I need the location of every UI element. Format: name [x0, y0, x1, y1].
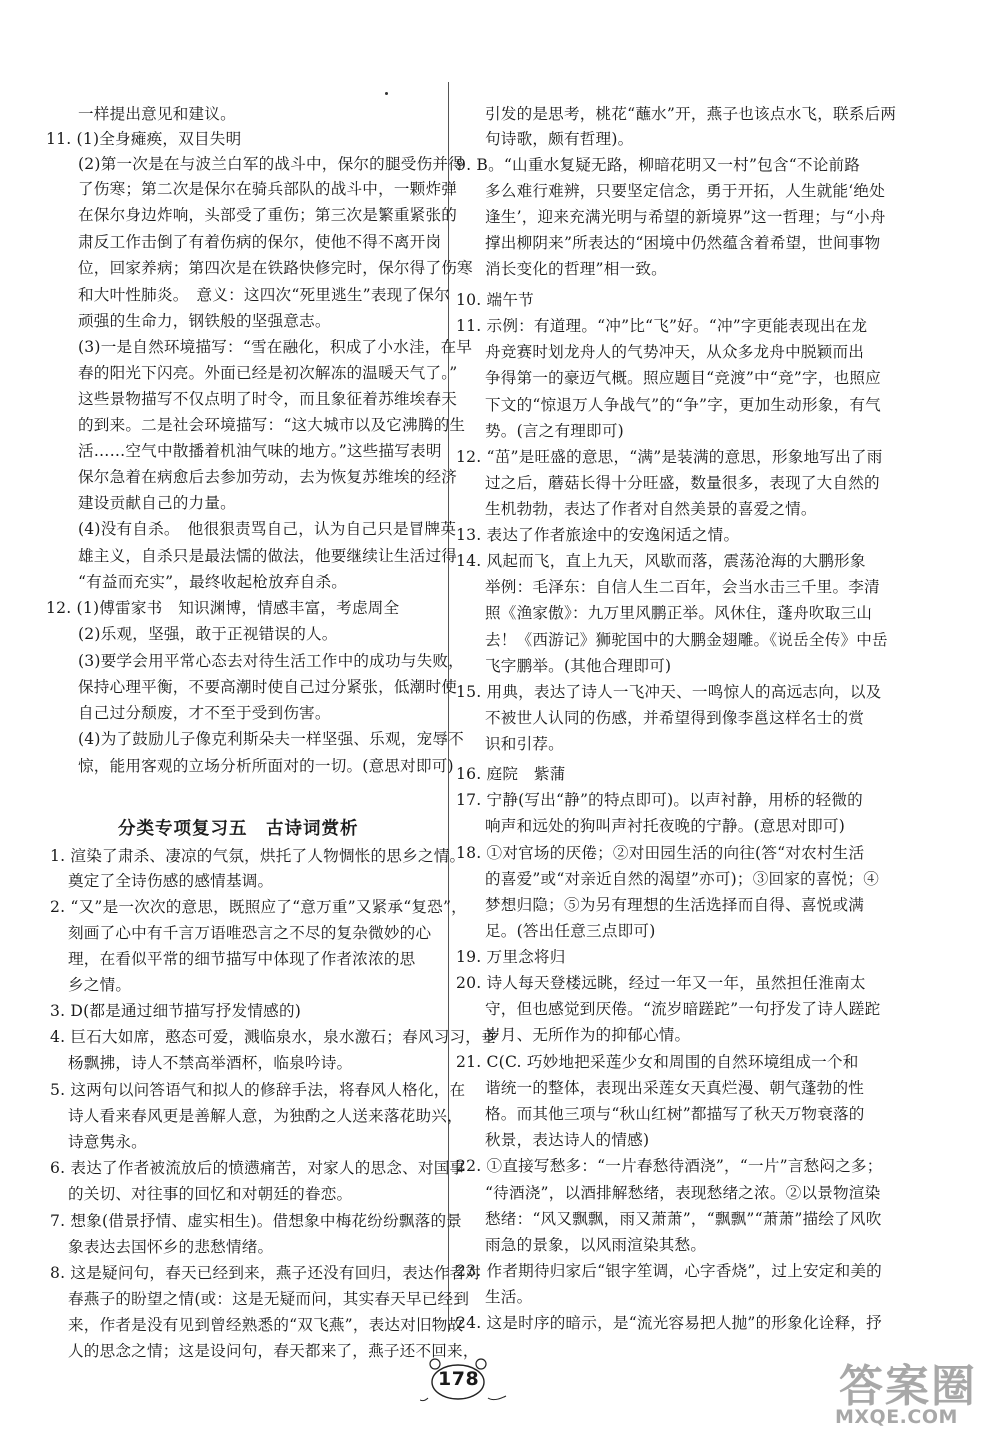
text-line: 在保尔身边炸响，头部受了重伤；第三次是繁重紧张的: [78, 206, 458, 224]
text-line: 活……空气中散播着机油气味的地方。”这些描写表明: [78, 442, 442, 460]
text-line: “有益而充实”，最终收起枪放弃自杀。: [78, 573, 348, 591]
text-line: 的到来。二是社会环境描写：“这大城市以及它沸腾的生: [78, 416, 466, 434]
text-line: 肃反工作击倒了有着伤病的保尔，使他不得不离开岗: [78, 233, 442, 251]
text-line: 5. 这两句以问答语气和拟人的修辞手法，将春风人格化，在: [50, 1081, 466, 1099]
page-number: 178: [438, 1368, 480, 1390]
text-line: 逢生’，迎来充满光明与希望的新境界”这一哲理；与“小舟: [485, 208, 886, 226]
text-line: 过之后，蘑菇长得十分旺盛，数量很多，表现了大自然的: [485, 474, 880, 492]
text-line: 句诗歌，颇有哲理)。: [485, 130, 634, 148]
text-line: 响声和远处的狗叫声衬托夜晚的宁静。(意思对即可): [485, 817, 846, 835]
text-line: 愁绪：“风又飘飘，雨又萧萧”，“飘飘”“萧萧”描绘了风吹: [485, 1210, 882, 1228]
text-line: 生机勃勃，表达了作者对自然美景的喜爱之情。: [485, 500, 817, 518]
text-line: 12. (1)傅雷家书 知识渊博，情感丰富，考虑周全: [46, 599, 400, 617]
text-line: 24. 这是时序的暗示，是“流光容易把人抛”的形象化诠释，抒: [456, 1314, 882, 1332]
text-line: 和大叶性肺炎。 意义：这四次“死里逃生”表现了保尔: [78, 286, 450, 304]
text-line: 守，但也感觉到厌倦。“流岁暗蹉跎”一句抒发了诗人蹉跎: [485, 1000, 881, 1018]
text-line: 奠定了全诗伤感的感情基调。: [68, 872, 274, 890]
text-line: 21. C(C. 巧妙地把采莲少女和周围的自然环境组成一个和: [456, 1053, 859, 1071]
text-line: 自己过分颓废，才不至于受到伤害。: [78, 704, 331, 722]
text-line: 飞字鹏举。(其他合理即可): [485, 657, 672, 675]
section-title: 分类专项复习五 古诗词赏析: [118, 819, 359, 839]
text-line: 7. 想象(借景抒情、虚实相生)。借想象中梅花纷纷飘落的景: [50, 1212, 463, 1230]
text-line: 保尔急着在病愈后去参加劳动，去为恢复苏维埃的经济: [78, 468, 458, 486]
text-line: 争得第一的豪迈气概。照应题目“竞渡”中“竞”字，也照应: [485, 369, 881, 387]
text-line: 多么难行难辨，只要坚定信念，勇于开拓，人生就能‘绝处: [485, 182, 886, 200]
text-line: 6. 表达了作者被流放后的愤懑痛苦，对家人的思念、对国事: [50, 1159, 466, 1177]
text-line: 岁月、无所作为的抑郁心情。: [485, 1026, 691, 1044]
text-line: 照《渔家傲》：九万里风鹏正举。风休住，蓬舟吹取三山: [485, 604, 873, 622]
text-line: 13. 表达了作者旅途中的安逸闲适之情。: [456, 526, 740, 544]
text-line: 引发的是思考，桃花“蘸水”开，燕子也该点水飞，联系后两: [485, 105, 897, 123]
text-line: 雨急的景象，以风雨渲染其愁。: [485, 1236, 707, 1254]
text-line: 舟竞赛时划龙舟人的气势冲天，从众多龙舟中脱颖而出: [485, 343, 865, 361]
text-line: 谐统一的整体，表现出采莲女天真烂漫、朝气蓬勃的性: [485, 1079, 865, 1097]
text-line: 11. 示例：有道理。“冲”比“飞”好。“冲”字更能表现出在龙: [456, 317, 868, 335]
text-line: 一样提出意见和建议。: [78, 105, 236, 123]
text-line: 这些景物描写不仅点明了时令，而且象征着苏维埃春天: [78, 390, 458, 408]
text-line: 梦想归隐；⑤为另有理想的生活选择而自得、喜悦或满: [485, 896, 865, 914]
text-line: 20. 诗人每天登楼远眺，经过一年又一年，虽然担任淮南太: [456, 974, 866, 992]
text-line: 春的阳光下闪亮。外面已经是初次解冻的温暖天气了。”: [78, 364, 458, 382]
text-line: 12. “茁”是旺盛的意思，“满”是装满的意思，形象地写出了雨: [456, 448, 883, 466]
text-line: 人的思念之情；这是设问句，春天都来了，燕子还不回来，: [68, 1342, 479, 1360]
text-line: 诗人看来春风更是善解人意，为独酌之人送来落花助兴，: [68, 1107, 463, 1125]
text-line: 乡之情。: [68, 976, 132, 994]
text-line: 19. 万里念将归: [456, 948, 566, 966]
text-line: (3)要学会用平常心态去对待生活工作中的成功与失败，: [78, 652, 464, 670]
text-line: 诗意隽永。: [68, 1133, 147, 1151]
text-line: “待酒浇”，以酒排解愁绪，表现愁绪之浓。②以景物渲染: [485, 1184, 881, 1202]
text-line: (4)为了鼓励儿子像克利斯朵夫一样坚强、乐观，宠辱不: [78, 730, 464, 748]
text-line: 去！《西游记》狮驼国中的大鹏金翅雕。《说岳全传》中岳: [485, 631, 888, 649]
text-line: 11. (1)全身瘫痪，双目失明: [46, 130, 242, 148]
text-line: 保持心理平衡，不要高潮时使自己过分紧张，低潮时使: [78, 678, 458, 696]
text-line: 不被世人认同的伤感，并希望得到像李邕这样名士的赏: [485, 709, 865, 727]
text-line: 建设贡献自己的力量。: [78, 494, 236, 512]
text-line: 4. 巨石大如席，憨态可爱，溅临泉水，泉水激石；春风习习，垂: [50, 1028, 497, 1046]
text-line: (2)第一次是在与波兰白军的战斗中，保尔的腿受伤并得: [78, 155, 464, 173]
watermark-url: MXQE.COM: [835, 1406, 958, 1428]
watermark-logo: [835, 1350, 997, 1434]
text-line: 了伤寒；第二次是保尔在骑兵部队的战斗中，一颗炸弹: [78, 180, 458, 198]
text-line: 惊，能用客观的立场分析所面对的一切。(意思对即可): [78, 757, 454, 775]
text-line: 消长变化的哲理”相一致。: [485, 260, 667, 278]
text-line: (3)一是自然环境描写：“雪在融化，积成了小水洼，在早: [78, 338, 473, 356]
text-line: 14. 风起而飞，直上九天，风歇而落，震荡沧海的大鹏形象: [456, 552, 866, 570]
text-line: 的喜爱”或“对亲近自然的渴望”亦可)；③回家的喜悦；④: [485, 870, 880, 888]
text-line: 刻画了心中有千言万语唯恐言之不尽的复杂微妙的心: [68, 924, 432, 942]
text-line: 理，在看似平常的细节描写中体现了作者浓浓的思: [68, 950, 416, 968]
text-line: 3. D(都是通过细节描写抒发情感的): [50, 1002, 302, 1020]
text-line: 格。而其他三项与“秋山红树”都描写了秋天万物衰落的: [485, 1105, 865, 1123]
text-line: 势。(言之有理即可): [485, 422, 624, 440]
page-number-badge: [420, 1358, 510, 1404]
text-line: 位，回家养病；第四次是在铁路快修完时，保尔得了伤寒: [78, 259, 473, 277]
text-line: 杨飘拂，诗人不禁高举酒杯，临泉吟诗。: [68, 1054, 353, 1072]
text-line: 9. B。“山重水复疑无路，柳暗花明又一村”包含“不论前路: [456, 156, 861, 174]
text-line: 15. 用典，表达了诗人一飞冲天、一鸣惊人的高远志向，以及: [456, 683, 882, 701]
text-line: 17. 宁静(写出“静”的特点即可)。以声衬静，用桥的轻微的: [456, 791, 863, 809]
text-line: 雄主义，自杀只是最法懦的做法，他要继续让生活过得: [78, 547, 458, 565]
text-line: 10. 端午节: [456, 291, 534, 309]
text-line: 撑出柳阴来”所表达的“困境中仍然蕴含着希望，世间事物: [485, 234, 881, 252]
text-line: 春燕子的盼望之情(或：这是无疑而问，其实春天早已经到: [68, 1290, 470, 1308]
text-line: 8. 这是疑问句，春天已经到来，燕子还没有回归，表达作者对: [50, 1264, 482, 1282]
text-line: 1. 渲染了肃杀、凄凉的气氛，烘托了人物惆怅的思乡之情。: [50, 847, 466, 865]
text-line: 来，作者是没有见到曾经熟悉的“双飞燕”，表达对旧物故: [68, 1316, 464, 1334]
text-line: 识和引荐。: [485, 735, 564, 753]
text-line: 22. ①直接写愁多：“一片春愁待酒浇”，“一片”言愁闷之多；: [456, 1157, 883, 1175]
text-line: (2)乐观，坚强，敢于正视错误的人。: [78, 625, 338, 643]
text-line: 秋景，表达诗人的情感): [485, 1131, 650, 1149]
text-line: (4)没有自杀。 他很狠责骂自己，认为自己只是冒牌英: [78, 520, 457, 538]
watermark-logo-text: 答案圈: [839, 1361, 977, 1412]
text-line: 23. 作者期待归家后“银字笙调，心字香烧”，过上安定和美的: [456, 1262, 882, 1280]
text-line: 18. ①对官场的厌倦；②对田园生活的向往(答“对农村生活: [456, 844, 865, 862]
text-line: 象表达去国怀乡的悲愁情绪。: [68, 1238, 274, 1256]
text-line: 下文的“惊退万人争战气”的“争”字，更加生动形象，有气: [485, 396, 881, 414]
text-line: 顽强的生命力，钢铁般的坚强意志。: [78, 312, 331, 330]
text-line: 生活。: [485, 1288, 533, 1306]
text-line: 举例：毛泽东：自信人生二百年，会当水击三千里。李清: [485, 578, 880, 596]
text-line: 16. 庭院 紫蒲: [456, 765, 566, 783]
ink-dot: [385, 92, 388, 95]
text-line: 的关切、对往事的回忆和对朝廷的眷恋。: [68, 1185, 353, 1203]
text-line: 足。(答出任意三点即可): [485, 922, 656, 940]
text-line: 2. “又”是一次次的意思，既照应了“意万重”又紧承“复恐”，: [50, 898, 467, 916]
